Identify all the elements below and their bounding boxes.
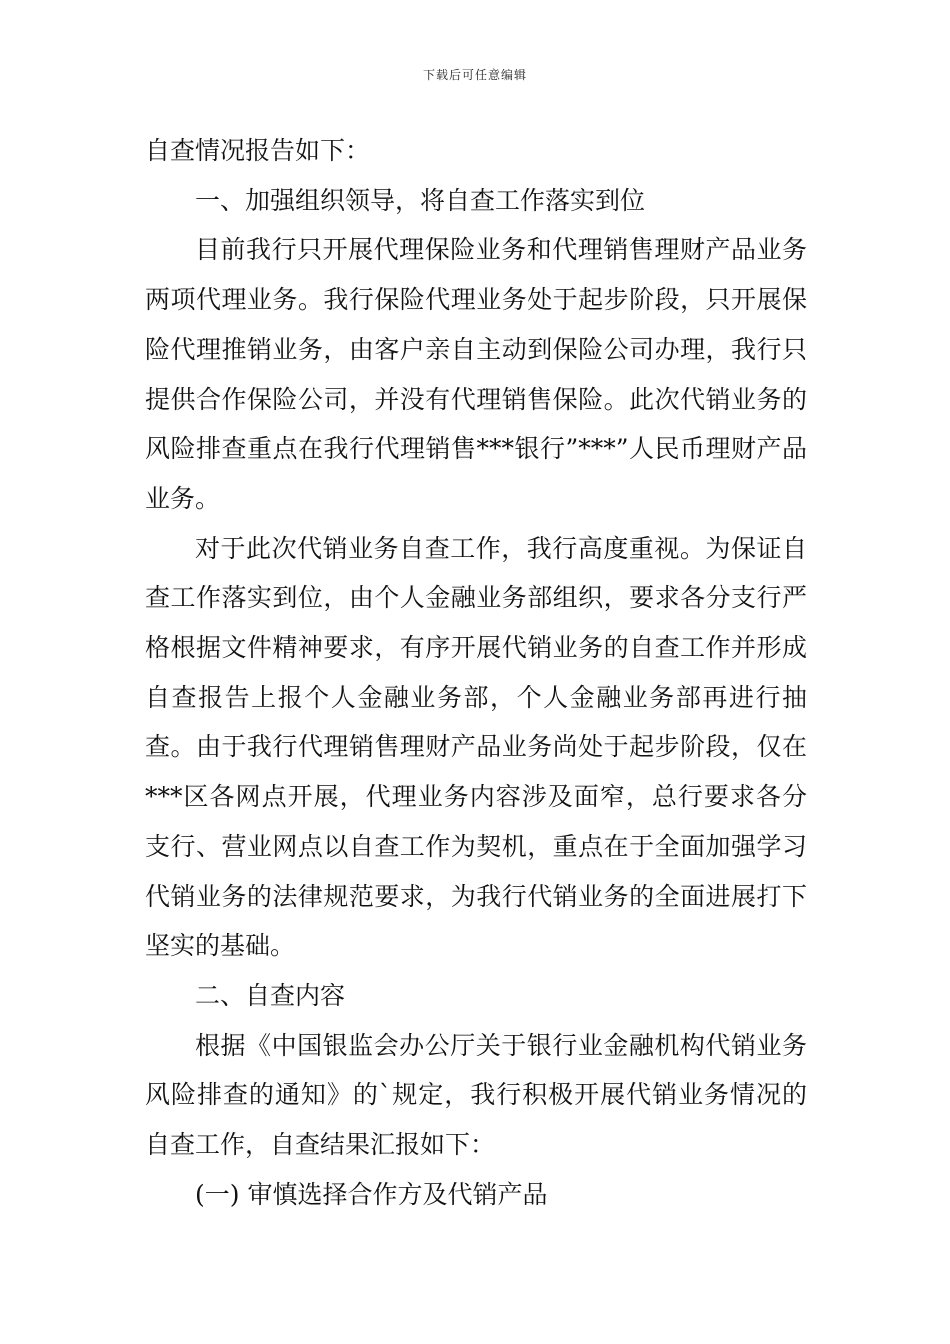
document-body — [145, 126, 807, 1219]
subsection-1-title: (一) 审慎选择合作方及代销产品 — [195, 1179, 548, 1209]
section-1-paragraph-1: 目前我行只开展代理保险业务和代理销售理财产品业务两项代理业务。我行保险代理业务处于起步阶段，只开展保险代理推销业务，由客户亲自主动到保险公司办理，我行只提供合作保险公司，并没有代理销售保险。此次代销业务的风险排查重点在我行代理销售***银行”***”人民币理财产品业务。 — [145, 235, 807, 513]
section-2-paragraph-1: 根据《中国银监会办公厅关于银行业金融机构代销业务风险排查的通知》的`规定，我行积极开展代销业务情况的自查工作，自查结果汇报如下： — [145, 1030, 807, 1160]
section-2-title: 二、自查内容 — [195, 980, 346, 1010]
page-header-note: 下载后可任意编辑 — [422, 68, 527, 82]
section-1-title: 一、加强组织领导，将自查工作落实到位 — [195, 185, 646, 215]
intro-line: 自查情况报告如下： — [145, 136, 371, 165]
section-1-paragraph-2: 对于此次代销业务自查工作，我行高度重视。为保证自查工作落实到位，由个人金融业务部组织，要求各分支行严格根据文件精神要求，有序开展代销业务的自查工作并形成自查报告上报个人金融业务部，个人金融业务部再进行抽查。由于我行代理销售理财产品业务尚处于起步阶段，仅在***区各网点开展，代理业务内容涉及面窄，总行要求各分支行、营业网点以自查工作为契机，重点在于全面加强学习代销业务的法律规范要求，为我行代销业务的全面进展打下坚实的基础。 — [145, 533, 807, 961]
